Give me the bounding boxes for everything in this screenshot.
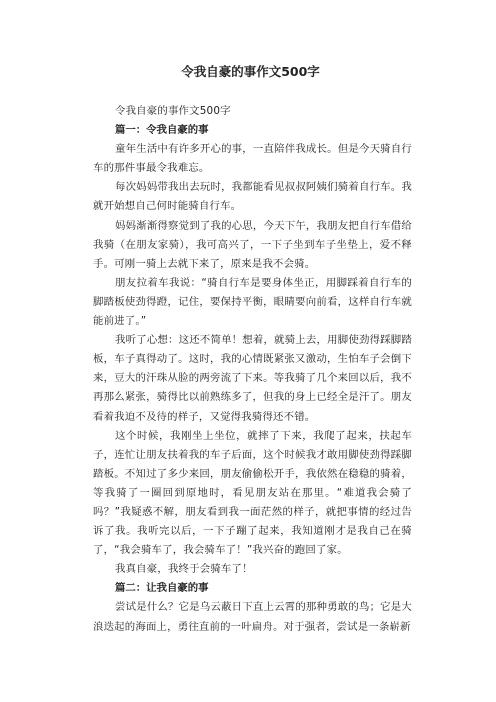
section-1-paragraph: 妈妈渐渐得察觉到了我的心思，今天下午，我朋友把自行车借给我骑（在朋友家骑），我可高兴了，一下子坐到车子坐垫上，爱不释手。可刚一骑上去就下来了，原来是我不会骑。	[93, 219, 412, 270]
section-1-paragraph: 朋友拉着车我说：“骑自行车是要身体坐正，用脚踩着自行车的脚踏板使劲得蹬，记住，要保持平衡，眼睛要向前看，这样自行车就能前进了。”	[93, 276, 412, 328]
document-subtitle: 令我自豪的事作文500字	[115, 105, 231, 117]
document-title: 令我自豪的事作文500字	[181, 64, 320, 79]
section-1-paragraph: 我真自豪，我终于会骑车了！	[115, 563, 253, 576]
section-1-heading: 篇一：令我自豪的事	[115, 124, 209, 137]
section-1-paragraph: 每次妈妈带我出去玩时，我都能看见叔叔阿姨们骑着自行车。我就开始想自己何时能骑自行车。	[93, 181, 412, 213]
section-2-paragraph: 尝试是什么？它是乌云蔽日下直上云霄的那种勇敢的鸟；它是大浪迭起的海面上，勇往直前的一叶扁舟。对于强者，尝试是一条崭新	[93, 601, 412, 633]
section-2-heading: 篇二：让我自豪的事	[115, 582, 209, 595]
section-1-paragraph: 这个时候，我刚坐上坐位，就摔了下来，我爬了起来，扶起车子，连忙让朋友扶着我的车子后面，这个时候我才敢用脚使劲得踩脚踏板。不知过了多少来回，朋友偷偷松开手，我依然在稳稳的骑着，等我骑了一圈回到原地时，看见朋友站在那里。“难道我会骑了吗？”我疑惑不解，朋友看到我一面茫然的样子，就把事情的经过告诉了我。我听完以后，一下子蹦了起来，我知道刚才是我自己在骑了，“我会骑车了，我会骑车了！”我兴奋的跑回了家。	[93, 429, 412, 557]
section-1-paragraph: 我听了心想：这还不简单！想着，就骑上去，用脚使劲得踩脚踏板，车子真得动了。这时，我的心情既紧张又激动，生怕车子会倒下来，豆大的汗珠从脸的两旁流了下来。等我骑了几个来回以后，我不再那么紧张，骑得比以前熟练多了，但我的身上已经全是汗了。朋友看着我迫不及待的样子，又觉得我骑得还不错。	[93, 334, 412, 423]
section-1-paragraph: 童年生活中有许多开心的事，一直陪伴我成长。但是今天骑自行车的那件事最令我难忘。	[93, 143, 412, 175]
